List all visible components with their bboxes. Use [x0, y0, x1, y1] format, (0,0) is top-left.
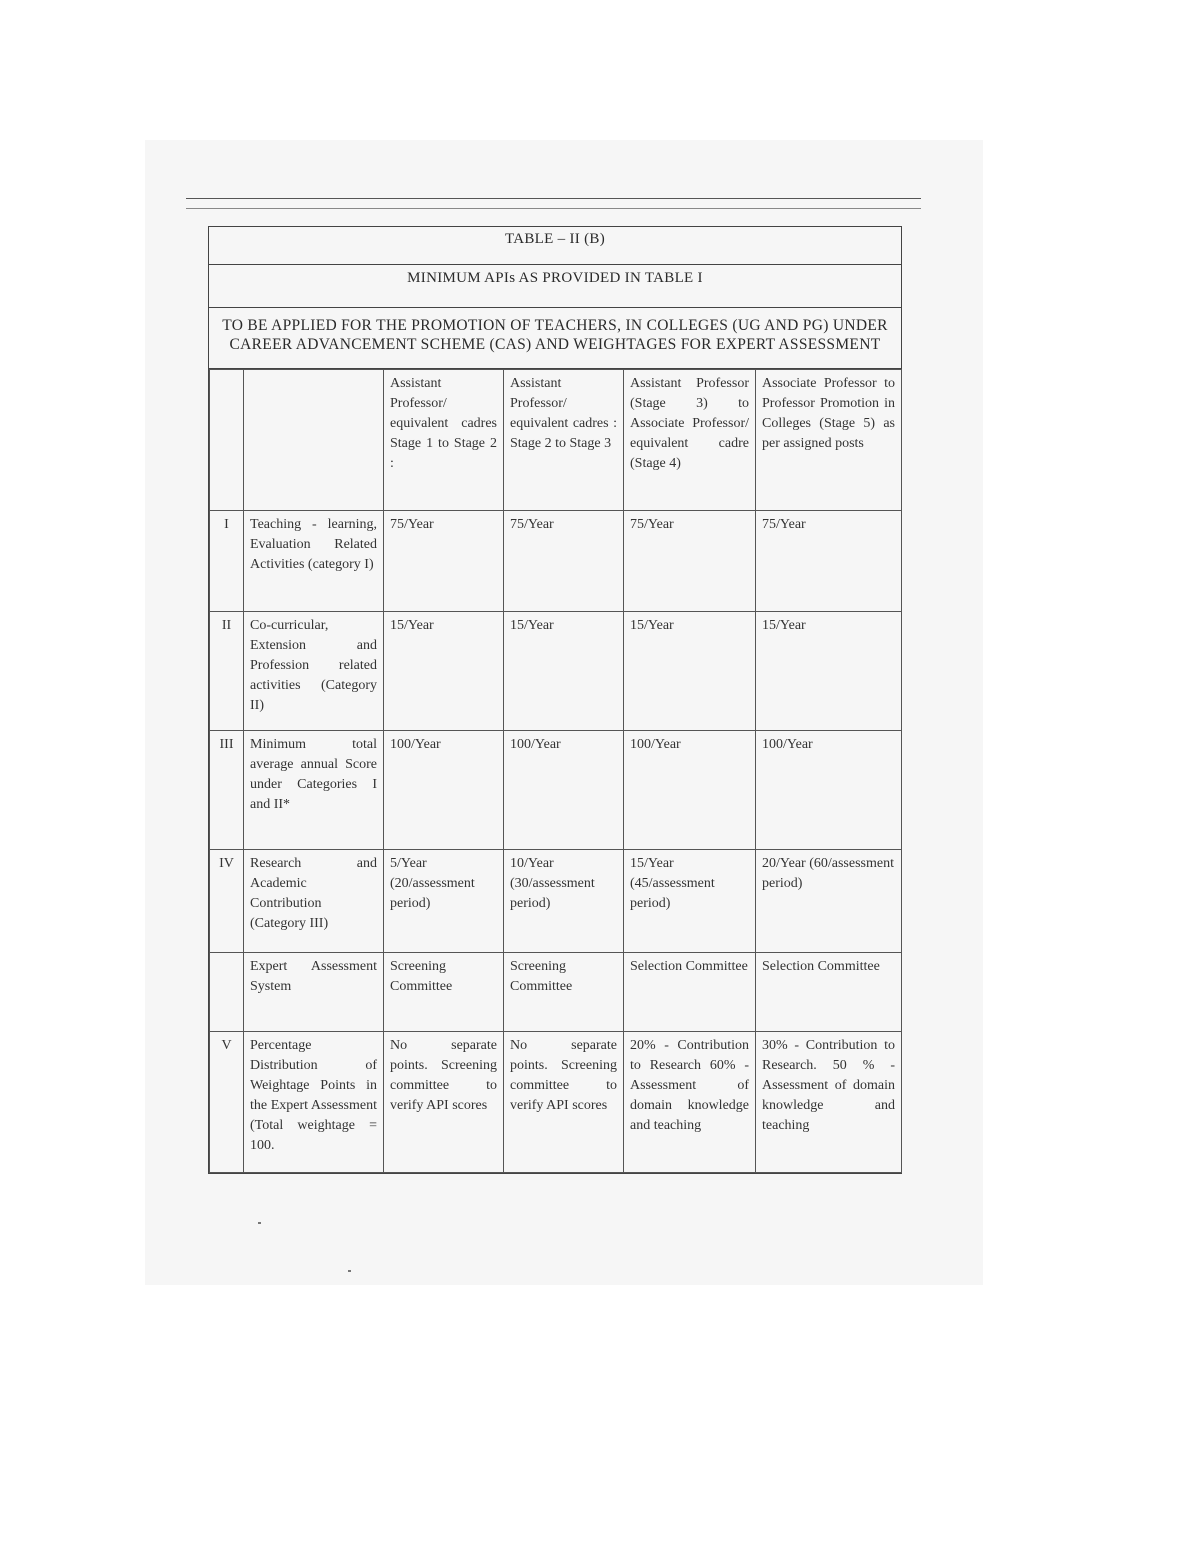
table-cell: 15/Year (45/assessment period) [624, 850, 756, 953]
table-cell: 15/Year [504, 612, 624, 731]
api-table [209, 369, 902, 1173]
table-cell: 75/Year [384, 511, 504, 612]
table-subtitle: MINIMUM APIs AS PROVIDED IN TABLE I [209, 265, 901, 308]
header-cell: Assistant Professor/ equivalent cadres : Stage 2 to Stage 3 [504, 370, 624, 511]
header-rule [186, 198, 921, 199]
table-intro: TO BE APPLIED FOR THE PROMOTION OF TEACHERS, IN COLLEGES (UG AND PG) UNDER CAREER ADVANCEMENT SCHEME (CAS) AND WEIGHTAGES FOR EXPERT ASSESSMENT [209, 308, 901, 369]
scan-speck [258, 1222, 261, 1224]
header-cell: Assistant Professor/ equivalent cadres Stage 1 to Stage 2 : [384, 370, 504, 511]
row-label: Research and Academic Contribution (Category III) [244, 850, 384, 953]
row-number [210, 953, 244, 1032]
table-cell: No separate points. Screening committee to verify API scores [504, 1032, 624, 1173]
table-cell: 100/Year [624, 731, 756, 850]
table-row [210, 850, 902, 953]
table-cell: Screening Committee [504, 953, 624, 1032]
table-cell: Screening Committee [384, 953, 504, 1032]
table-title: TABLE – II (B) [209, 227, 901, 265]
table-row [210, 612, 902, 731]
document-table-container [208, 226, 902, 1174]
row-label: Expert Assessment System [244, 953, 384, 1032]
table-cell: 100/Year [384, 731, 504, 850]
table-row [210, 511, 902, 612]
table-row [210, 1032, 902, 1173]
row-number: II [210, 612, 244, 731]
table-cell: Selection Committee [624, 953, 756, 1032]
table-cell: 30% - Contribution to Research. 50 % - Assessment of domain knowledge and teaching [756, 1032, 902, 1173]
table-cell: 15/Year [384, 612, 504, 731]
table-row [210, 731, 902, 850]
table-cell: No separate points. Screening committee to verify API scores [384, 1032, 504, 1173]
table-cell: 20% - Contribution to Research 60% - Assessment of domain knowledge and teaching [624, 1032, 756, 1173]
header-cell-label [244, 370, 384, 511]
table-cell: 10/Year (30/assessment period) [504, 850, 624, 953]
table-cell: 100/Year [504, 731, 624, 850]
table-cell: 75/Year [504, 511, 624, 612]
table-cell: 15/Year [756, 612, 902, 731]
scan-speck [348, 1270, 351, 1272]
row-label: Teaching - learning, Evaluation Related Activities (category I) [244, 511, 384, 612]
row-number: I [210, 511, 244, 612]
row-number: III [210, 731, 244, 850]
row-label: Co-curricular, Extension and Profession related activities (Category II) [244, 612, 384, 731]
header-cell: Assistant Professor (Stage 3) to Associate Professor/ equivalent cadre (Stage 4) [624, 370, 756, 511]
row-label: Minimum total average annual Score under Categories I and II* [244, 731, 384, 850]
table-cell: 75/Year [756, 511, 902, 612]
table-row [210, 953, 902, 1032]
header-cell: Associate Professor to Professor Promotion in Colleges (Stage 5) as per assigned posts [756, 370, 902, 511]
table-cell: 15/Year [624, 612, 756, 731]
table-cell: 75/Year [624, 511, 756, 612]
table-cell: Selection Committee [756, 953, 902, 1032]
row-number: V [210, 1032, 244, 1173]
header-cell-num [210, 370, 244, 511]
header-row [210, 370, 902, 511]
row-number: IV [210, 850, 244, 953]
row-label: Percentage Distribution of Weightage Points in the Expert Assessment (Total weightage = 100. [244, 1032, 384, 1173]
table-cell: 5/Year (20/assessment period) [384, 850, 504, 953]
header-rule-secondary [186, 208, 921, 209]
table-cell: 20/Year (60/assessment period) [756, 850, 902, 953]
table-cell: 100/Year [756, 731, 902, 850]
